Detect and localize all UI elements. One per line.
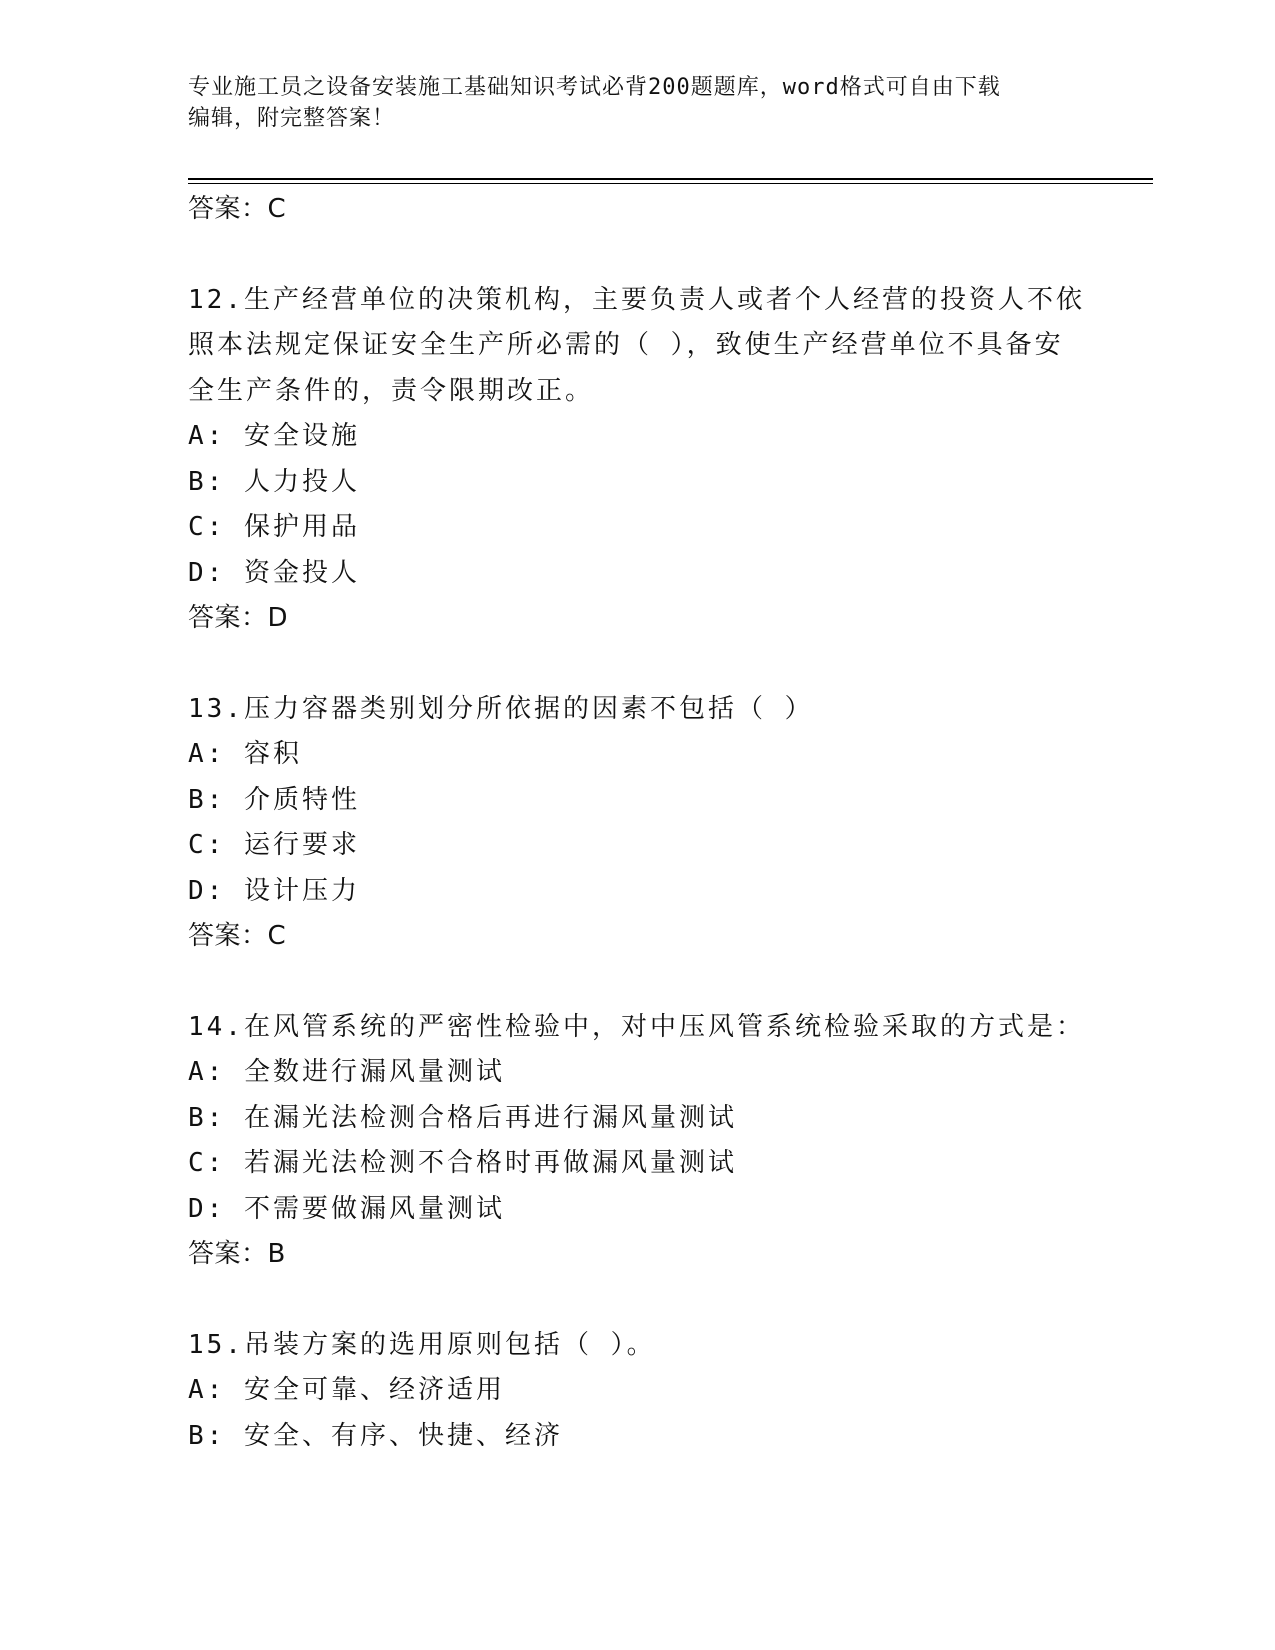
question-15 [188, 1323, 1088, 1460]
question-text-line: 15.吊装方案的选用原则包括（ ）。 [188, 1329, 656, 1360]
option-d: D: 设计压力 [188, 875, 360, 906]
question-13 [188, 687, 1088, 960]
option-b: B: 人力投人 [188, 466, 360, 497]
question-12 [188, 278, 1088, 642]
option-d: D: 资金投人 [188, 557, 360, 588]
option-c: C: 运行要求 [188, 830, 360, 860]
answer: 答案：B [188, 1239, 286, 1269]
question-text-line: 12.生产经营单位的决策机构，主要负责人或者个人经营的投资人不依 [188, 284, 1085, 315]
document-header [188, 72, 1088, 134]
question-text-line: 14.在风管系统的严密性检验中，对中压风管系统检验采取的方式是： [188, 1011, 1085, 1042]
option-a: A: 容积 [188, 739, 302, 769]
answer: 答案：C [188, 921, 287, 951]
option-b: B: 介质特性 [188, 784, 360, 815]
option-a: A: 安全设施 [188, 421, 360, 451]
question-text-line: 13.压力容器类别划分所依据的因素不包括（ ） [188, 693, 814, 724]
question-text-line: 照本法规定保证安全生产所必需的（ ），致使生产经营单位不具备安 [188, 330, 1064, 360]
option-a: A: 安全可靠、经济适用 [188, 1375, 505, 1405]
option-a: A: 全数进行漏风量测试 [188, 1057, 505, 1087]
header-line-2: 编辑，附完整答案！ [188, 106, 396, 131]
option-b: B: 在漏光法检测合格后再进行漏风量测试 [188, 1102, 737, 1133]
question-list [188, 187, 1088, 1459]
previous-answer: 答案：C [188, 194, 287, 224]
header-line-1: 专业施工员之设备安装施工基础知识考试必背200题题库，word格式可自由下载 [188, 75, 1001, 100]
header-rule [188, 178, 1153, 180]
question-14 [188, 1005, 1088, 1278]
header-rule-thin [188, 183, 1153, 184]
option-d: D: 不需要做漏风量测试 [188, 1193, 505, 1224]
option-c: C: 保护用品 [188, 512, 360, 542]
option-c: C: 若漏光法检测不合格时再做漏风量测试 [188, 1148, 737, 1178]
question-text-line: 全生产条件的，责令限期改正。 [188, 375, 595, 406]
option-b: B: 安全、有序、快捷、经济 [188, 1420, 563, 1451]
answer: 答案：D [188, 603, 289, 633]
